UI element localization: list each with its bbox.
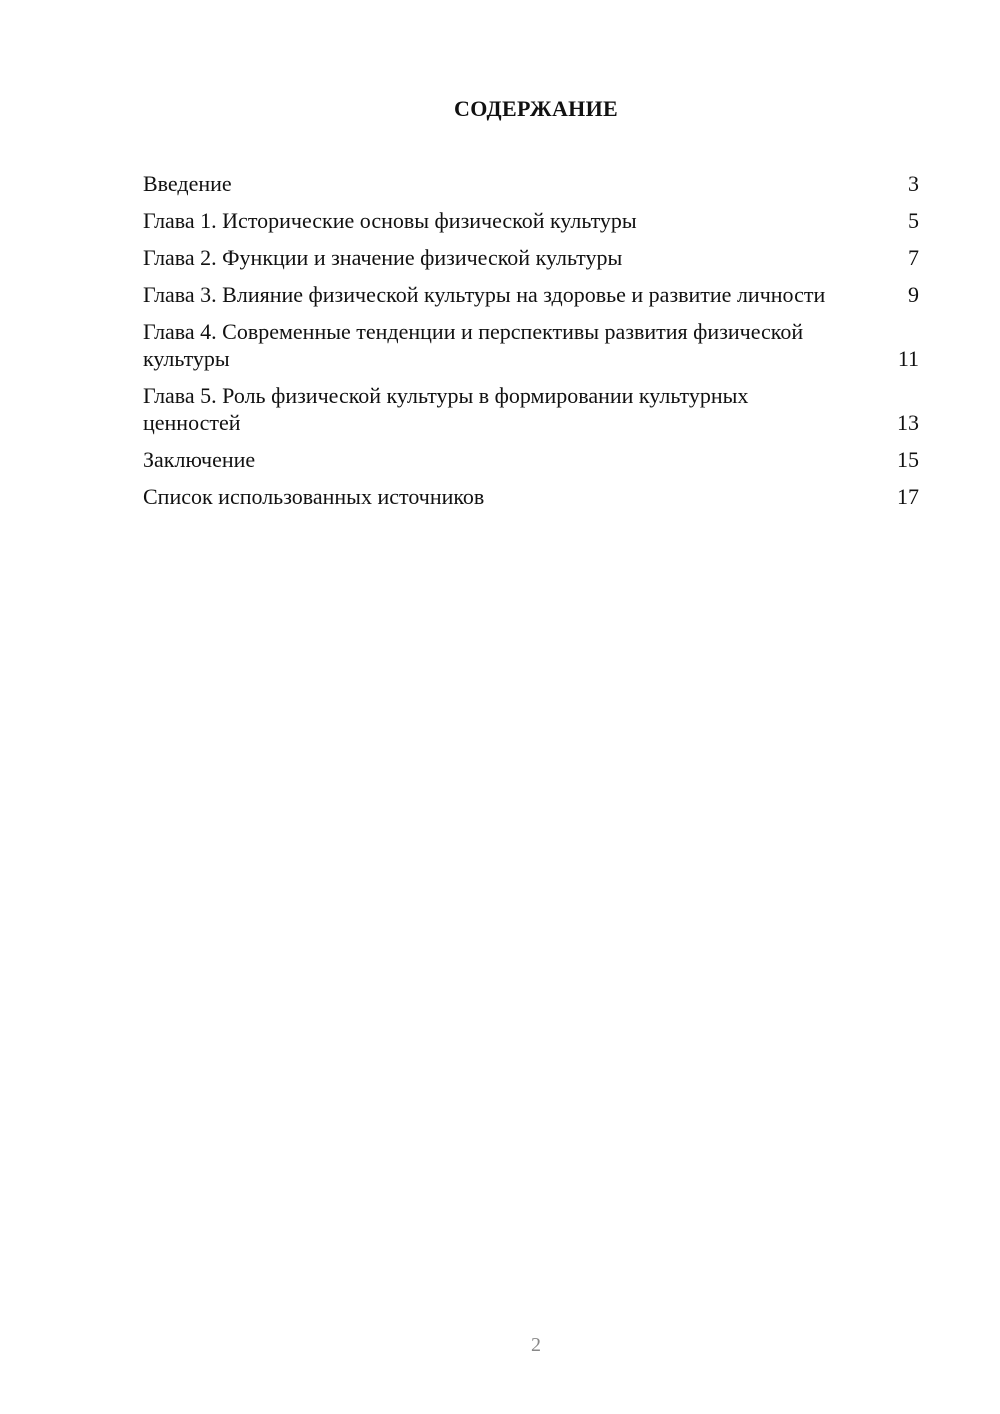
toc-entry-page: 17 bbox=[897, 484, 919, 509]
page-title: СОДЕРЖАНИЕ bbox=[454, 96, 618, 121]
toc-entry-title: Глава 5. Роль физической культуры в формировании культурных ценностей bbox=[143, 383, 749, 435]
toc-entry-title: Список использованных источников bbox=[143, 484, 485, 509]
toc-entry-title: Глава 4. Современные тенденции и перспективы развития физической культуры bbox=[143, 319, 804, 371]
toc-entry bbox=[143, 207, 919, 234]
toc-entry bbox=[143, 483, 919, 510]
toc-entry-title: Глава 3. Влияние физической культуры на здоровье и развитие личности bbox=[143, 282, 826, 307]
toc-entry bbox=[143, 382, 919, 436]
toc-entry bbox=[143, 281, 919, 308]
toc-entry bbox=[143, 170, 919, 197]
toc-entry-page: 5 bbox=[908, 208, 919, 233]
toc-entry-page: 3 bbox=[908, 171, 919, 196]
toc-entry-page: 7 bbox=[908, 245, 919, 270]
toc-entry-page: 15 bbox=[897, 447, 919, 472]
toc-entry-title: Заключение bbox=[143, 447, 256, 472]
toc-entry bbox=[143, 446, 919, 473]
toc-entry-title: Введение bbox=[143, 171, 232, 196]
toc-entry-page: 13 bbox=[897, 410, 919, 435]
toc-entry-title: Глава 2. Функции и значение физической культуры bbox=[143, 245, 623, 270]
toc-entry bbox=[143, 318, 919, 372]
toc-entry-page: 9 bbox=[908, 282, 919, 307]
toc-entry-title: Глава 1. Исторические основы физической культуры bbox=[143, 208, 637, 233]
table-of-contents bbox=[143, 170, 919, 520]
page-number: 2 bbox=[531, 1334, 541, 1356]
toc-entry bbox=[143, 244, 919, 271]
toc-entry-page: 11 bbox=[897, 346, 919, 371]
